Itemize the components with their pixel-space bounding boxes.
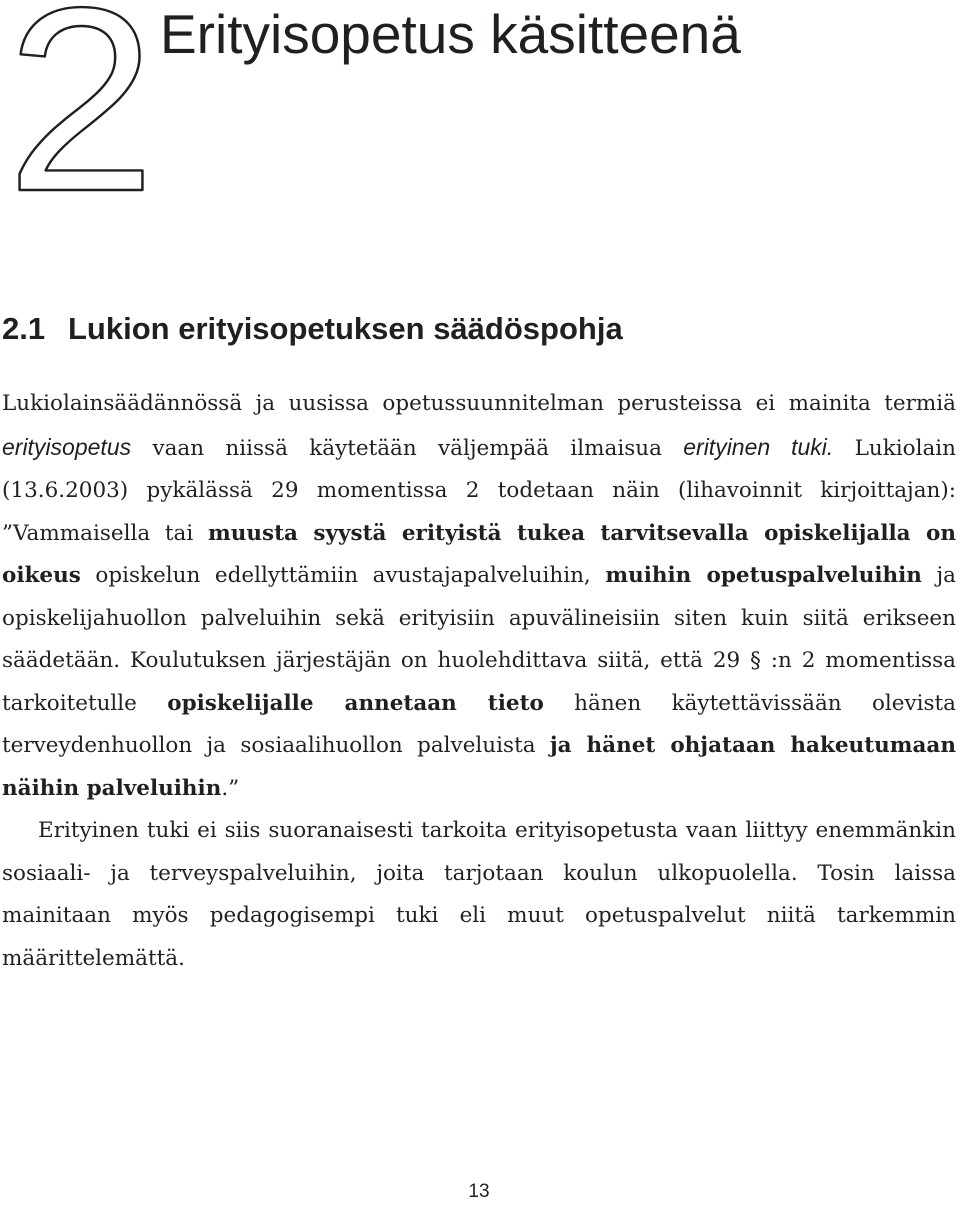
text-run: Lukiolain (13.6.2003) pykälässä 29 momentissa 2 todetaan näin (lihavoinnit kirjoittajan): ”Vammaisella tai bbox=[2, 435, 956, 546]
bold-emphasis: muihin opetuspalveluihin bbox=[605, 563, 922, 588]
section-title: Lukion erityisopetuksen säädöspohja bbox=[68, 311, 623, 346]
text-run: hänen käytettävissään olevista terveydenhuollon ja sosiaalihuollon palveluista bbox=[2, 690, 956, 758]
paragraph-special-support: Erityinen tuki ei siis suoranaisesti tarkoita erityisopetusta vaan liittyy enemmänkin sosiaali- ja terveyspalveluihin, joita tarjotaan koulun ulkopuolella. Tosin laissa mainitaan myös pedagogisempi tuki eli muut opetuspalvelut niitä tarkemmin määrittelemättä. bbox=[2, 818, 956, 971]
text-run: vaan niissä käytetään väljempää ilmaisua bbox=[131, 435, 684, 461]
paragraph-legal-basis bbox=[2, 383, 956, 810]
chapter-title: Erityisopetus käsitteenä bbox=[160, 3, 741, 65]
text-run: Lukiolainsäädännössä ja uusissa opetussuunnitelman perusteissa ei mainita termiä bbox=[2, 391, 956, 416]
body-text bbox=[2, 383, 956, 980]
page-number-text: 13 bbox=[468, 1181, 490, 1202]
italic-term: erityisopetus bbox=[2, 433, 132, 460]
bold-emphasis: ja hänet ohjataan hakeutumaan näihin palveluihin bbox=[2, 733, 956, 801]
chapter-number-outline: 2 bbox=[6, 0, 156, 195]
bold-emphasis: muusta syystä erityistä tukea tarvitsevalla opiskelijalla on oikeus bbox=[2, 520, 956, 588]
bold-emphasis: opiskelijalle annetaan tieto bbox=[167, 690, 544, 716]
section-heading bbox=[2, 309, 623, 349]
chapter-number-graphic bbox=[6, 0, 166, 195]
text-run: .” bbox=[221, 775, 240, 801]
text-run: ja opiskelijahuollon palveluihin sekä erityisiin apuvälineisiin siten kuin siitä erikseen säädetään. Koulutuksen järjestäjän on huolehdittava siitä, että 29 § :n 2 momentissa tarkoitetulle bbox=[2, 563, 956, 716]
italic-term: erityinen tuki. bbox=[683, 433, 834, 460]
text-run: opiskelun edellyttämiin avustajapalveluihin, bbox=[80, 563, 606, 588]
section-number: 2.1 bbox=[2, 311, 46, 346]
page-number bbox=[0, 1180, 960, 1204]
